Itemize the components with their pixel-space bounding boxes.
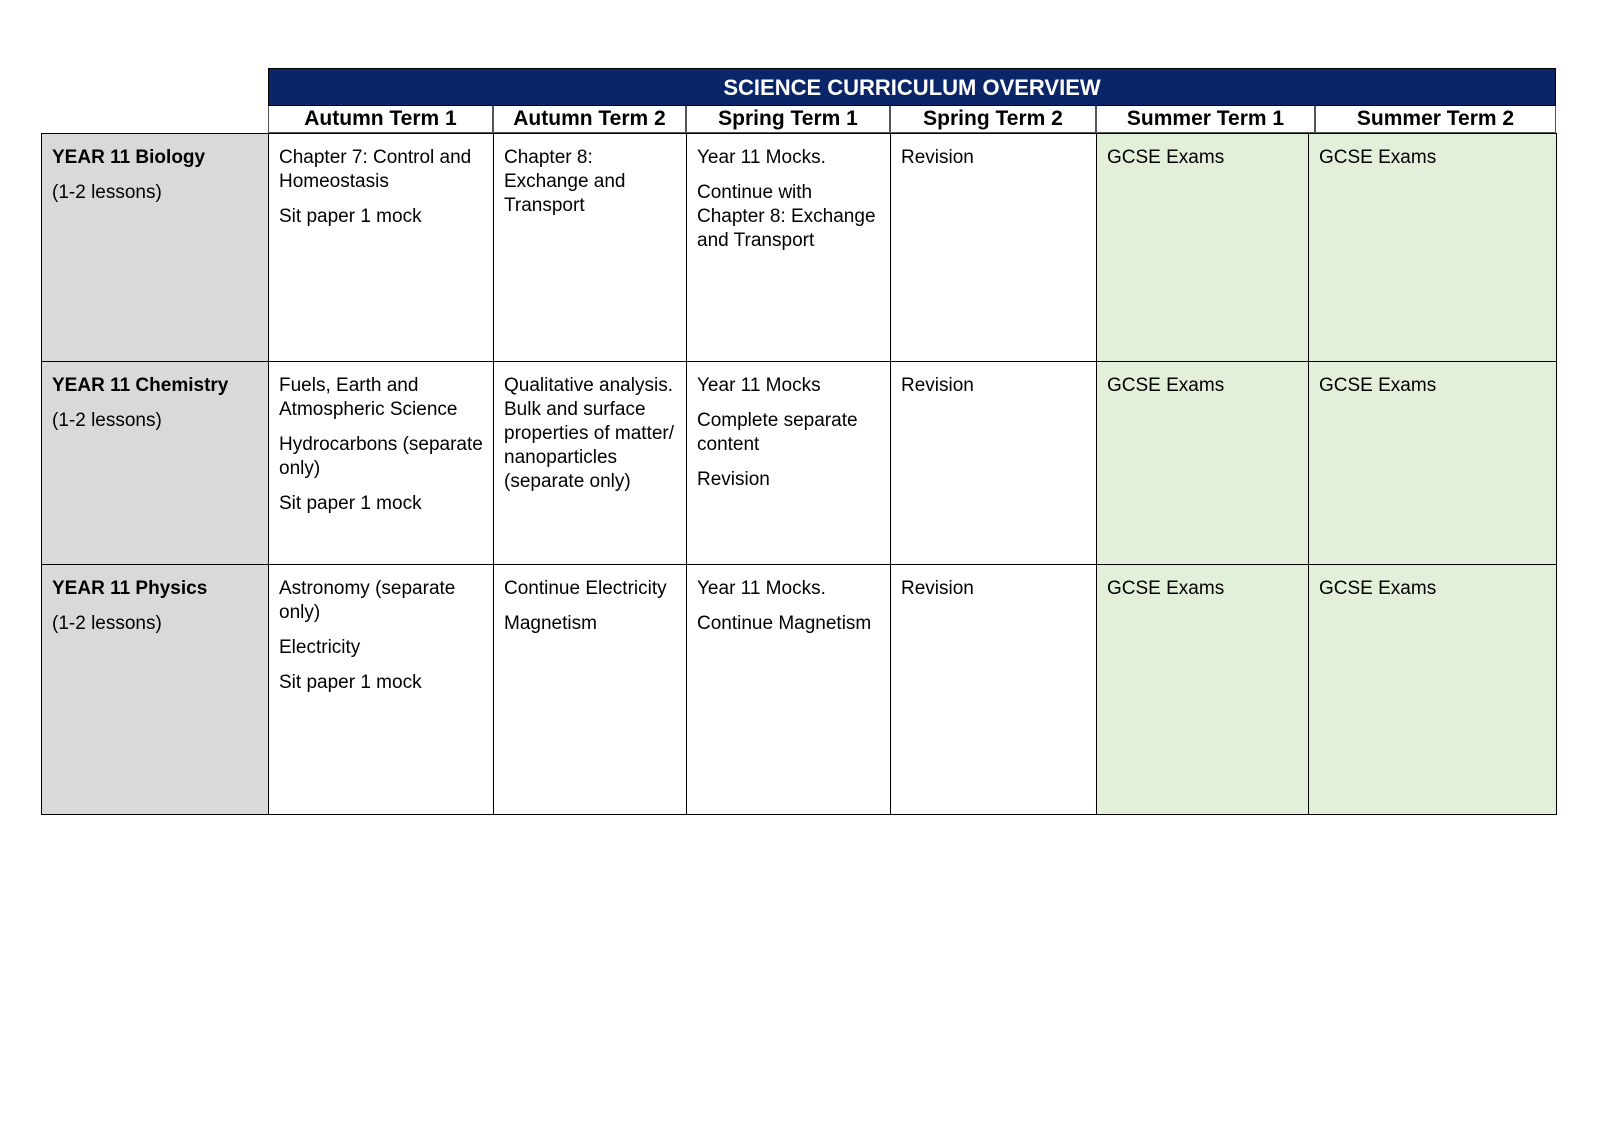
term-cell-autumn-1 (269, 565, 494, 815)
term-cell-summer-1 (1097, 134, 1309, 362)
term-header-spring-2: Spring Term 2 (890, 106, 1096, 133)
term-cell-spring-1 (687, 362, 891, 565)
term-cell-summer-1 (1097, 362, 1309, 565)
cell-text: Magnetism (504, 613, 597, 634)
term-cell-summer-2 (1309, 565, 1557, 815)
cell-text: Complete separate content (697, 410, 858, 455)
term-cell-spring-1 (687, 565, 891, 815)
term-cell-summer-2 (1309, 362, 1557, 565)
term-cell-spring-1 (687, 134, 891, 362)
cell-text: Revision (901, 578, 974, 599)
cell-text: Revision (697, 469, 770, 490)
cell-text: Hydrocarbons (separate only) (279, 434, 483, 479)
cell-text: Chapter 7: Control and Homeostasis (279, 147, 472, 192)
cell-text: Continue with Chapter 8: Exchange and Transport (697, 182, 876, 251)
cell-text: Year 11 Mocks. (697, 147, 826, 168)
cell-text: Chapter 8: Exchange and Transport (504, 147, 626, 216)
curriculum-row (42, 134, 1557, 362)
cell-text: Sit paper 1 mock (279, 493, 422, 514)
cell-text: Electricity (279, 637, 361, 658)
cell-text: GCSE Exams (1107, 147, 1225, 168)
term-cell-spring-2 (891, 134, 1097, 362)
lesson-count: (1-2 lessons) (52, 410, 162, 431)
term-header-spring-1: Spring Term 1 (686, 106, 890, 133)
term-cell-spring-2 (891, 362, 1097, 565)
term-cell-autumn-2 (494, 362, 687, 565)
cell-text: GCSE Exams (1319, 375, 1437, 396)
term-header-autumn-1: Autumn Term 1 (268, 106, 493, 133)
cell-text: Continue Magnetism (697, 613, 872, 634)
cell-text: Qualitative analysis. Bulk and surface properties of matter/ nanoparticles (separate only) (504, 375, 675, 492)
cell-text: Year 11 Mocks. (697, 578, 826, 599)
curriculum-title: SCIENCE CURRICULUM OVERVIEW (268, 68, 1556, 106)
subject-cell (42, 134, 269, 362)
cell-text: Revision (901, 375, 974, 396)
cell-text: GCSE Exams (1319, 578, 1437, 599)
cell-text: GCSE Exams (1107, 375, 1225, 396)
cell-text: Year 11 Mocks (697, 375, 821, 396)
term-cell-autumn-2 (494, 134, 687, 362)
lesson-count: (1-2 lessons) (52, 182, 162, 203)
cell-text: Revision (901, 147, 974, 168)
cell-text: GCSE Exams (1319, 147, 1437, 168)
subject-name: YEAR 11 Biology (52, 147, 206, 168)
cell-text: GCSE Exams (1107, 578, 1225, 599)
term-header-row (268, 106, 1556, 133)
term-cell-spring-2 (891, 565, 1097, 815)
term-header-summer-2: Summer Term 2 (1315, 106, 1556, 133)
cell-text: Fuels, Earth and Atmospheric Science (279, 375, 458, 420)
subject-cell (42, 362, 269, 565)
term-cell-summer-1 (1097, 565, 1309, 815)
lesson-count: (1-2 lessons) (52, 613, 162, 634)
term-cell-autumn-1 (269, 134, 494, 362)
term-header-summer-1: Summer Term 1 (1096, 106, 1315, 133)
cell-text: Continue Electricity (504, 578, 667, 599)
cell-text: Sit paper 1 mock (279, 672, 422, 693)
curriculum-row (42, 362, 1557, 565)
cell-text: Astronomy (separate only) (279, 578, 456, 623)
term-cell-autumn-2 (494, 565, 687, 815)
subject-name: YEAR 11 Physics (52, 578, 208, 599)
term-cell-summer-2 (1309, 134, 1557, 362)
cell-text: Sit paper 1 mock (279, 206, 422, 227)
subject-name: YEAR 11 Chemistry (52, 375, 229, 396)
term-header-autumn-2: Autumn Term 2 (493, 106, 686, 133)
curriculum-row (42, 565, 1557, 815)
subject-cell (42, 565, 269, 815)
term-cell-autumn-1 (269, 362, 494, 565)
curriculum-table (41, 133, 1557, 815)
